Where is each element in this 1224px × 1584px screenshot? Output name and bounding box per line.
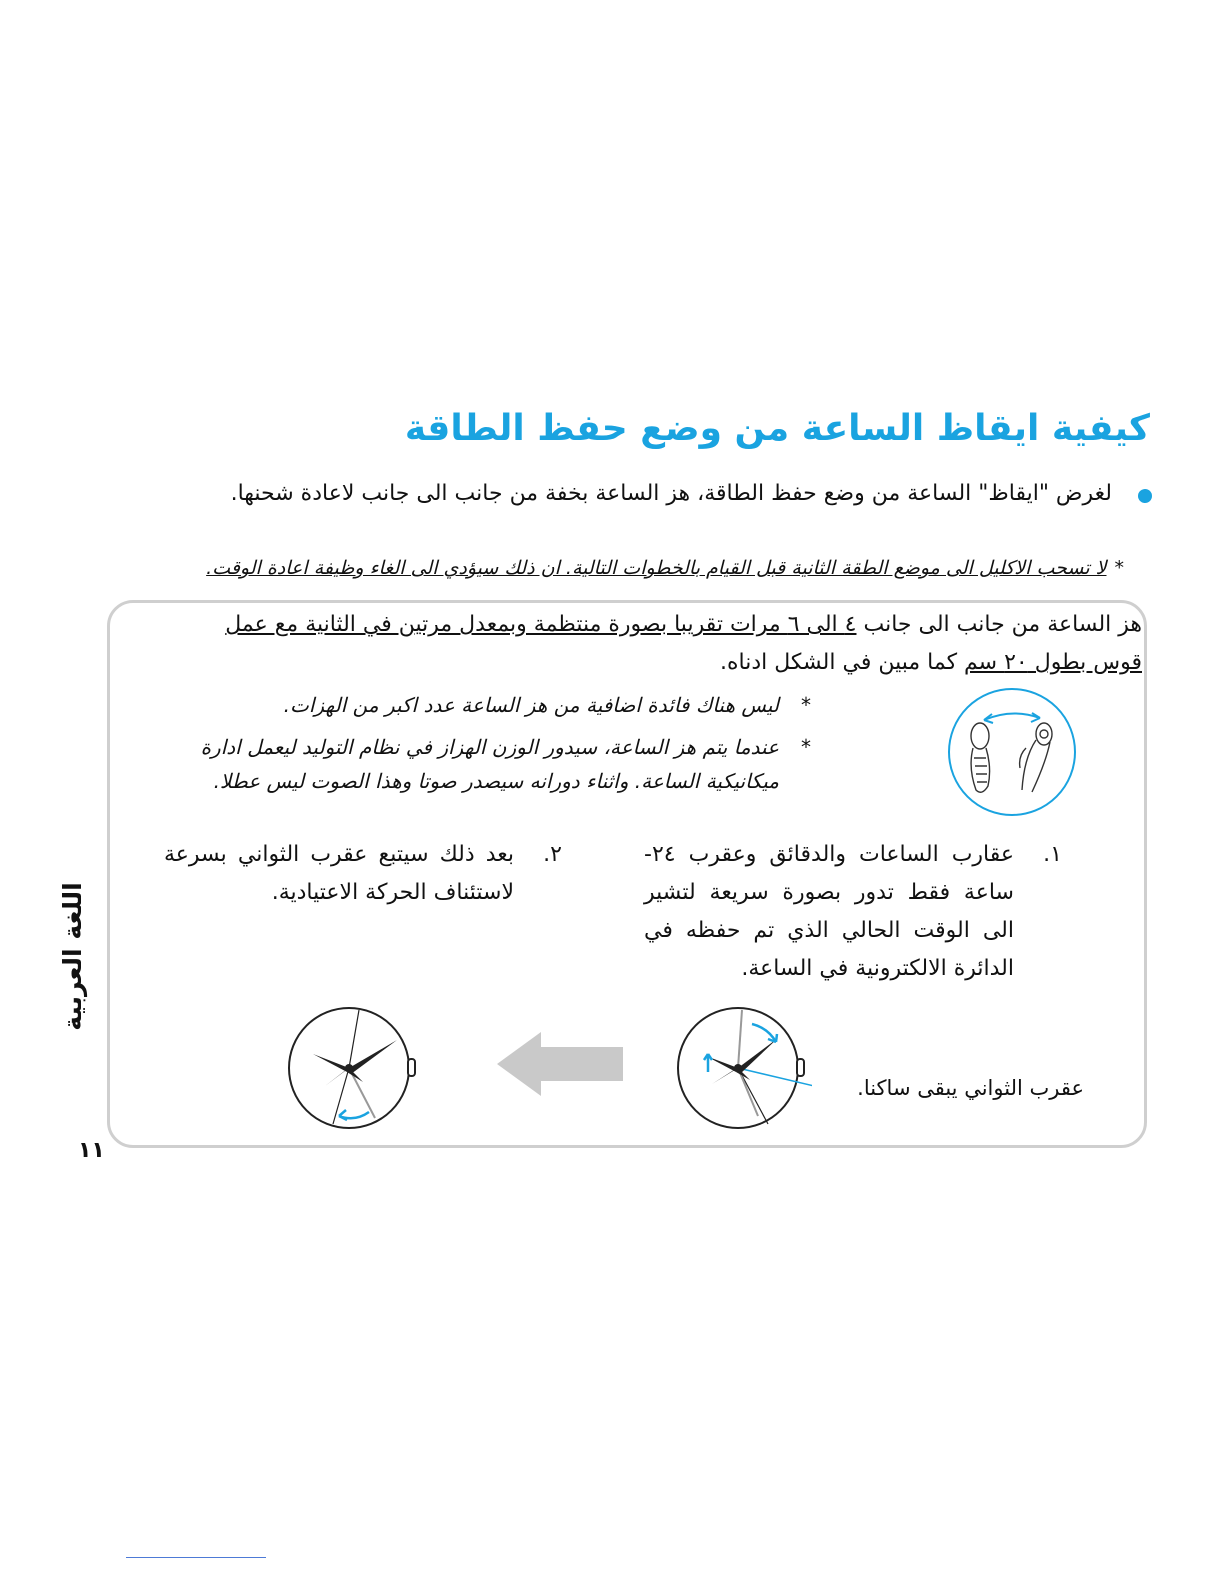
watch-hands-moving-icon — [676, 1002, 812, 1134]
second-hand-label: عقرب الثواني يبقى ساكنا. — [857, 1076, 1084, 1100]
step-1-number: ١. — [1043, 842, 1062, 867]
step-1 — [644, 836, 1062, 988]
note-star: * — [801, 693, 811, 717]
note-rotor-sound — [179, 730, 811, 798]
step-1-text: عقارب الساعات والدقائق وعقرب ٢٤- ساعة فقط تدور بصورة سريعة لتشير الى الوقت الحالي الذي تم حفظه في الدائرة الالكترونية في الساعة. — [644, 842, 1014, 981]
footer-rule — [126, 1557, 266, 1558]
note-text: عندما يتم هز الساعة، سيدور الوزن الهزاز في نظام التوليد ليعمل ادارة ميكانيكية الساعة. واثناء دورانه سيصدر صوتا وهذا الصوت ليس عطلا. — [200, 735, 779, 793]
page-title: كيفية ايقاظ الساعة من وضع حفظ الطاقة — [404, 408, 1150, 449]
language-side-tab-label: اللغة العربية — [57, 881, 87, 1031]
note-extra-shakes — [179, 688, 811, 722]
bullet-dot-icon — [1138, 489, 1152, 503]
intro-paragraph: لغرض "ايقاظ" الساعة من وضع حفظ الطاقة، هز الساعة بخفة من جانب الى جانب لاعادة شحنها. — [230, 481, 1112, 506]
step-2 — [164, 836, 562, 912]
step-2-text: بعد ذلك سيتبع عقرب الثواني بسرعة لاستئناف الحركة الاعتيادية. — [164, 842, 514, 905]
watch-second-hand-catching-up-icon — [285, 1002, 421, 1134]
shake-instruction-underlined: ٤ الى ٦ مرات تقريبا بصورة منتظمة وبمعدل مرتين في الثانية مع عمل قوس بطول ٢٠ سم — [225, 612, 1142, 675]
step-2-number: ٢. — [543, 842, 562, 867]
warning-star: * — [1114, 557, 1124, 579]
shake-instruction-start: هز الساعة من جانب الى جانب — [856, 612, 1142, 637]
page-number: ١١ — [78, 1138, 105, 1163]
warning-text: لا تسحب الاكليل الى موضع الطقة الثانية قبل القيام بالخطوات التالية. ان ذلك سيؤدي الى الغاء وظيفة اعادة الوقت. — [206, 557, 1107, 579]
crown-warning — [94, 554, 1124, 582]
shake-instruction — [222, 606, 1142, 682]
note-star: * — [801, 735, 811, 759]
hand-shaking-watch-icon — [946, 686, 1078, 818]
shake-instruction-end: كما مبين في الشكل ادناه. — [720, 650, 965, 675]
left-arrow-icon — [495, 1030, 625, 1098]
language-side-tab — [44, 868, 100, 1044]
note-text: ليس هناك فائدة اضافية من هز الساعة عدد اكبر من الهزات. — [283, 693, 779, 717]
